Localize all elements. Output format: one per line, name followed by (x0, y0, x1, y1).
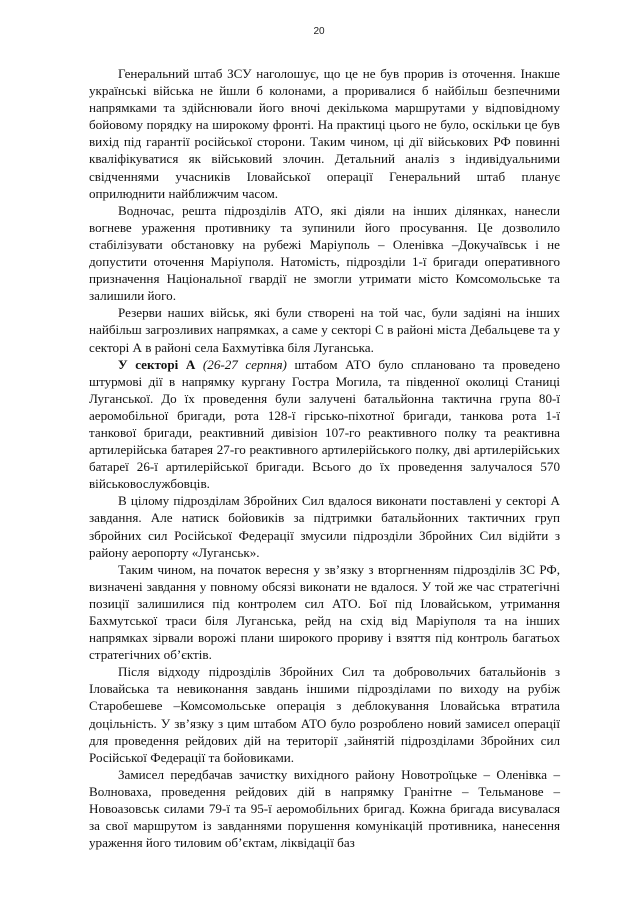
paragraph-text: Генеральний штаб ЗСУ наголошує, що це не був прорив із оточення. Інакше українські війська не йшли б колонами, а проривалися б найбільш безпечними напрямками та здійснювали його вночі декількома маршрутами у відповідному бойовому порядку на широкому фронті. На практиці цього не було, оскільки це був вихід під гарантії російської сторони. Таким чином, ці дії військових РФ повинні кваліфікуватися як військовий злочин. Детальний аналіз з індивідуальними свідченнями учасників Іловайської операції Генеральний штаб планує оприлюднити найближчим часом. (89, 66, 560, 201)
paragraph-text: В цілому підрозділам Збройних Сил вдалося виконати поставлені у секторі А завдання. Але натиск бойовиків за підтримки батальйонних тактичних груп збройних сил Російської Федерації змусили підрозділи Збройних Сил відійти з району аеропорту «Луганськ». (89, 493, 560, 560)
sector-heading: У секторі А (118, 356, 196, 372)
paragraph-6 (89, 561, 560, 664)
paragraph-text: штабом АТО було сплановано та проведено штурмові дії в напрямку кургану Гостра Могила, та південної околиці Станиці Луганської. До їх проведення були залучені батальйонна тактична група 80-ї аеромобільної бригади, рота 128-ї гірсько-піхотної бригади, танкова рота 1-ї танкової бригади, реактивний дивізіон 107-го реактивного полку та реактивна артилерійська батарея 27-го реактивного артилерійського полку, дві артилерійських батареї 26-ї артилерійської бригади. Всього до їх проведення залучалося 570 військовослужбовців. (89, 356, 560, 492)
paragraph-2 (89, 202, 560, 305)
paragraph-4 (89, 356, 560, 493)
sector-dates: (26-27 серпня) (202, 356, 287, 372)
page-number: 20 (313, 26, 325, 37)
paragraph-text: Таким чином, на початок вересня у зв’язку з вторгненням підрозділів ЗС РФ, визначені завдання у повному обсязі виконати не вдалося. У той же час стратегічні позиції залишилися під контролем сил АТО. Бої під Іловайськом, утримання Бахмутської траси біля Луганська, рейд на схід від Маріуполя та на інших напрямках зірвали ворожі плани широкого прориву і взяття під контроль багатьох стратегічних об’єктів. (89, 561, 560, 663)
paragraph-8 (89, 766, 560, 851)
paragraph-text: Резерви наших військ, які були створені на той час, були задіяні на інших найбільш загрозливих напрямках, а саме у секторі С в районі міста Дебальцеве та у секторі А в районі села Бахмутівка біля Луганська. (89, 305, 560, 355)
paragraph-text: Водночас, решта підрозділів АТО, які діяли на інших ділянках, нанесли вогневе ураження противнику та зупинили його просування. Це дозволило стабілізувати обстановку на рубежі Маріуполь – Оленівка –Докучаївськ і не допустити оточення Маріуполя. Натомість, підрозділи 1-ї бригади оперативного призначення Національної гвардії не змогли утримати місто Комсомольське та залишили його. (89, 202, 560, 304)
paragraph-5 (89, 492, 560, 560)
body-text (89, 65, 560, 851)
paragraph-1 (89, 65, 560, 202)
paragraph-text: Замисел передбачав зачистку вихідного району Новотроїцьке – Оленівка – Волноваха, проведення рейдових дій в напрямку Гранітне – Тельманове – Новоазовськ силами 79-ї та 95-ї аеромобільних бригад. Кожна бригада висувалася за свої маршрутом із завданнями порушення комунікацій противника, нанесення ураження його тиловим об’єктам, ліквідації баз (89, 766, 560, 851)
paragraph-3 (89, 304, 560, 355)
paragraph-text: Після відходу підрозділів Збройних Сил та добровольчих батальйонів з Іловайська та невиконання завдань іншими підрозділами по виходу на рубіж Старобешеве –Комсомольське операція з деблокування Іловайська втратила доцільність. У зв’язку з цим штабом АТО було розроблено новий замисел операції для проведення рейдових дій на території ,зайнятій підрозділами Збройних сил Російської Федерації та бойовиками. (89, 664, 560, 765)
paragraph-7 (89, 663, 560, 766)
